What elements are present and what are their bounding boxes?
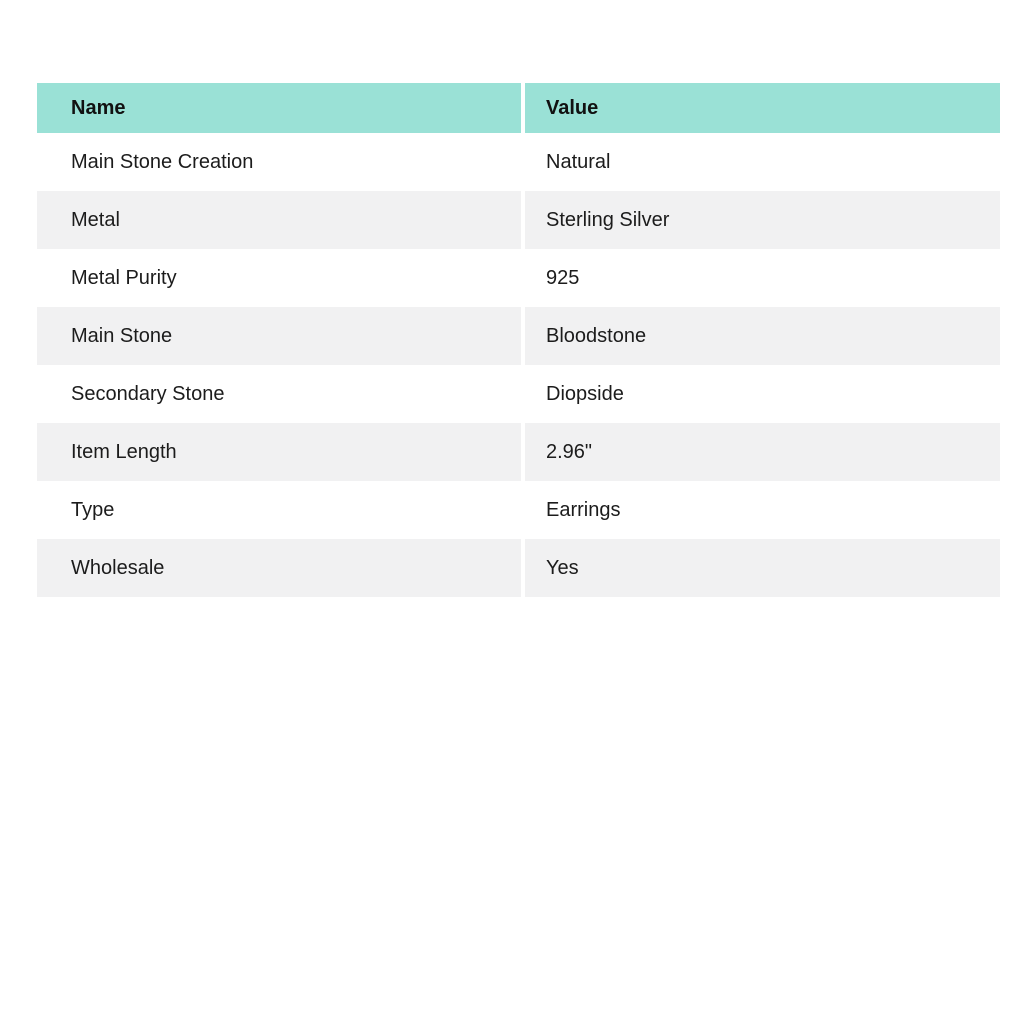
spec-row (37, 133, 1000, 191)
column-header-name: Name (37, 83, 525, 133)
spec-value-cell: 2.96" (546, 441, 593, 463)
spec-name-cell: Main Stone (37, 307, 525, 365)
spec-value-cell: 925 (546, 267, 580, 289)
spec-table-header-row (37, 83, 1000, 133)
spec-value-cell: Diopside (546, 383, 624, 405)
spec-value-cell: Sterling Silver (546, 209, 670, 231)
spec-name-cell: Secondary Stone (37, 365, 525, 423)
spec-name-cell: Type (37, 481, 525, 539)
spec-name-cell: Metal Purity (37, 249, 525, 307)
spec-name-cell: Metal (37, 191, 525, 249)
spec-value-cell: Bloodstone (546, 325, 647, 347)
spec-table-body (37, 133, 1000, 597)
spec-row (37, 365, 1000, 423)
spec-name-cell: Wholesale (37, 539, 525, 597)
spec-table (37, 83, 1000, 597)
spec-row (37, 249, 1000, 307)
column-header-value: Value (525, 83, 1000, 133)
spec-value-cell: Yes (546, 557, 579, 579)
spec-name-cell: Item Length (37, 423, 525, 481)
spec-row (37, 307, 1000, 365)
spec-value-cell: Earrings (546, 499, 621, 521)
spec-row (37, 539, 1000, 597)
spec-row (37, 481, 1000, 539)
spec-row (37, 423, 1000, 481)
spec-name-cell: Main Stone Creation (37, 133, 525, 191)
spec-value-cell: Natural (546, 151, 611, 173)
spec-row (37, 191, 1000, 249)
